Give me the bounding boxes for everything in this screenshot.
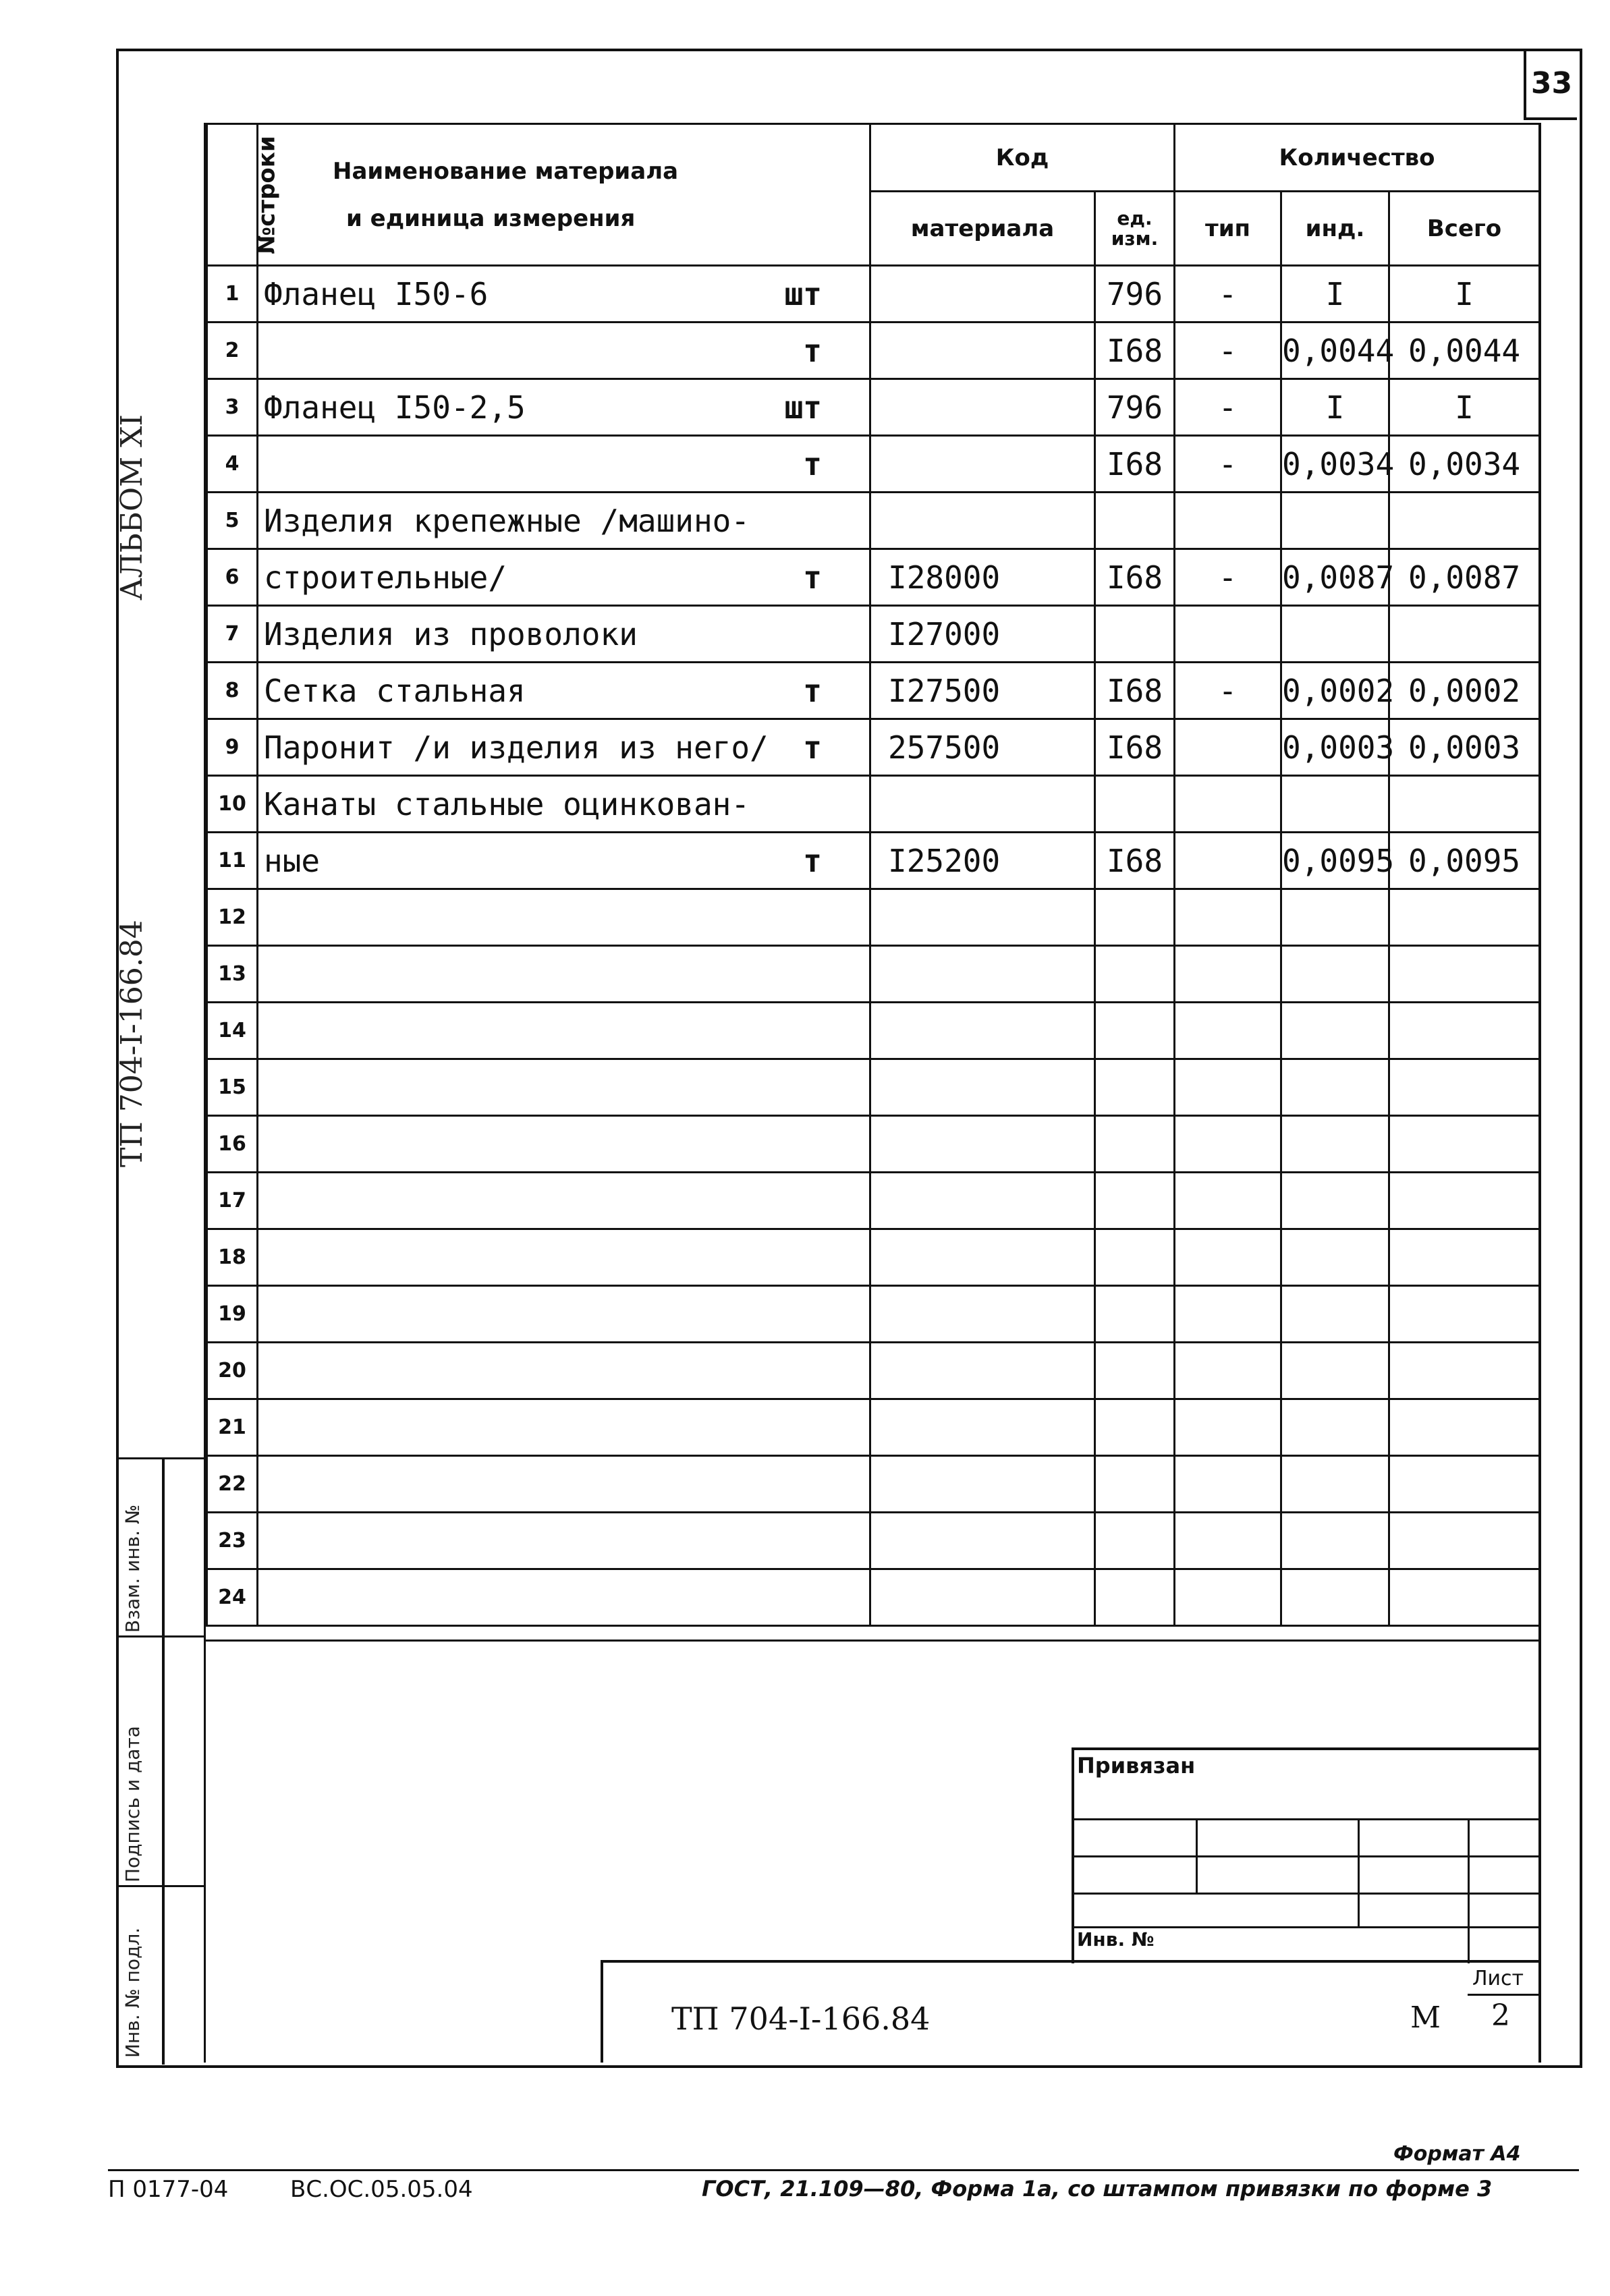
unit-code: I68 bbox=[1095, 436, 1175, 493]
table-row bbox=[207, 436, 1540, 493]
qty-ind bbox=[1281, 1456, 1389, 1513]
qty-total bbox=[1389, 1003, 1540, 1059]
unit-code bbox=[1095, 1456, 1175, 1513]
stage-letter: М bbox=[1410, 2000, 1441, 2035]
qty-ind: 0,0087 bbox=[1281, 549, 1389, 606]
row-number: 11 bbox=[207, 833, 258, 889]
material-name bbox=[258, 549, 870, 606]
unit-code: I68 bbox=[1095, 833, 1175, 889]
material-name bbox=[258, 833, 870, 889]
qty-type bbox=[1175, 719, 1281, 776]
row-number: 16 bbox=[207, 1116, 258, 1173]
code-unit-header: ед. изм. bbox=[1095, 192, 1175, 266]
gost-note: ГОСТ, 21.109—80, Форма 1а, со штампом привязки по форме 3 bbox=[702, 2176, 1493, 2202]
sheet-number: 33 bbox=[1530, 65, 1573, 101]
qty-type: - bbox=[1175, 379, 1281, 436]
qty-ind bbox=[1281, 1286, 1389, 1343]
unit-code bbox=[1095, 776, 1175, 833]
qty-total bbox=[1389, 776, 1540, 833]
qty-total bbox=[1389, 1343, 1540, 1399]
sheet-number-box bbox=[1524, 49, 1577, 120]
material-name bbox=[258, 379, 870, 436]
title-top bbox=[601, 1960, 1538, 1963]
row-number-header: №строки bbox=[207, 124, 258, 266]
binding-sep-3 bbox=[116, 1885, 206, 1887]
qty-ind bbox=[1281, 1399, 1389, 1456]
code-header: Код bbox=[870, 124, 1175, 192]
qty-total bbox=[1389, 1116, 1540, 1173]
inv-replace-label: Взам. инв. № bbox=[121, 1504, 144, 1633]
material-name bbox=[258, 493, 870, 549]
qty-total bbox=[1389, 1229, 1540, 1286]
qty-total: 0,0044 bbox=[1389, 323, 1540, 379]
row-number: 8 bbox=[207, 663, 258, 719]
qty-ind: I bbox=[1281, 266, 1389, 323]
qty-type bbox=[1175, 1456, 1281, 1513]
material-code bbox=[870, 1569, 1095, 1626]
sheet-label: Лист bbox=[1472, 1967, 1524, 1990]
qty-type bbox=[1175, 1116, 1281, 1173]
materials-table bbox=[206, 123, 1540, 1627]
qty-ind bbox=[1281, 606, 1389, 663]
table-row bbox=[207, 1513, 1540, 1569]
material-code bbox=[870, 889, 1095, 946]
sign-date-label: Подпись и дата bbox=[121, 1726, 144, 1882]
unit-code bbox=[1095, 946, 1175, 1003]
table-row bbox=[207, 833, 1540, 889]
unit-code: I68 bbox=[1095, 719, 1175, 776]
table-row bbox=[207, 606, 1540, 663]
material-code bbox=[870, 1116, 1095, 1173]
row-number: 6 bbox=[207, 549, 258, 606]
title-left bbox=[601, 1960, 603, 2063]
sheet-value: 2 bbox=[1491, 1998, 1510, 2033]
unit-code bbox=[1095, 1399, 1175, 1456]
qty-total: 0,0003 bbox=[1389, 719, 1540, 776]
unit-code bbox=[1095, 1286, 1175, 1343]
material-code bbox=[870, 1229, 1095, 1286]
qty-total: 0,0002 bbox=[1389, 663, 1540, 719]
row-number: 5 bbox=[207, 493, 258, 549]
qty-type bbox=[1175, 1343, 1281, 1399]
unit-code bbox=[1095, 1173, 1175, 1229]
row-number: 7 bbox=[207, 606, 258, 663]
row-number: 24 bbox=[207, 1569, 258, 1626]
table-row bbox=[207, 663, 1540, 719]
qty-type bbox=[1175, 1003, 1281, 1059]
material-name-text: строительные/ bbox=[264, 559, 507, 596]
material-name-text: Паронит /и изделия из него/ bbox=[264, 729, 769, 766]
qty-type-header: тип bbox=[1175, 192, 1281, 266]
qty-type bbox=[1175, 889, 1281, 946]
material-code bbox=[870, 436, 1095, 493]
unit-code: 796 bbox=[1095, 266, 1175, 323]
qty-type: - bbox=[1175, 549, 1281, 606]
row-number: 18 bbox=[207, 1229, 258, 1286]
unit-code bbox=[1095, 889, 1175, 946]
measure-unit: т bbox=[803, 559, 822, 596]
table-row bbox=[207, 1286, 1540, 1343]
qty-ind bbox=[1281, 1343, 1389, 1399]
material-code bbox=[870, 1399, 1095, 1456]
form-code: П 0177-04 bbox=[108, 2176, 229, 2203]
qty-ind: 0,0095 bbox=[1281, 833, 1389, 889]
measure-unit: т bbox=[803, 842, 822, 879]
qty-type bbox=[1175, 493, 1281, 549]
unit-code: I68 bbox=[1095, 663, 1175, 719]
table-row bbox=[207, 379, 1540, 436]
qty-ind bbox=[1281, 1229, 1389, 1286]
unit-code bbox=[1095, 1513, 1175, 1569]
row-number: 2 bbox=[207, 323, 258, 379]
material-code: I28000 bbox=[870, 549, 1095, 606]
table-row bbox=[207, 1343, 1540, 1399]
qty-total bbox=[1389, 1399, 1540, 1456]
qty-total: 0,0034 bbox=[1389, 436, 1540, 493]
table-right-border bbox=[1538, 123, 1541, 2063]
qty-type bbox=[1175, 1399, 1281, 1456]
unit-code bbox=[1095, 1059, 1175, 1116]
row-number: 13 bbox=[207, 946, 258, 1003]
qty-total bbox=[1389, 946, 1540, 1003]
qty-total bbox=[1389, 889, 1540, 946]
binding-sep-1 bbox=[116, 1457, 206, 1459]
table-row bbox=[207, 1229, 1540, 1286]
format-label: Формат А4 bbox=[1393, 2142, 1521, 2166]
material-name bbox=[258, 1229, 870, 1286]
row-number: 1 bbox=[207, 266, 258, 323]
unit-code: 796 bbox=[1095, 379, 1175, 436]
material-name bbox=[258, 1513, 870, 1569]
material-code bbox=[870, 1003, 1095, 1059]
material-name bbox=[258, 1173, 870, 1229]
table-row bbox=[207, 1399, 1540, 1456]
row-number: 4 bbox=[207, 436, 258, 493]
table-row bbox=[207, 493, 1540, 549]
qty-type bbox=[1175, 776, 1281, 833]
row-number: 9 bbox=[207, 719, 258, 776]
table-row bbox=[207, 776, 1540, 833]
material-name bbox=[258, 719, 870, 776]
table-bottom-line bbox=[204, 1640, 1540, 1642]
qty-ind: 0,0003 bbox=[1281, 719, 1389, 776]
measure-unit: т bbox=[803, 729, 822, 766]
qty-type bbox=[1175, 1173, 1281, 1229]
qty-type bbox=[1175, 833, 1281, 889]
qty-total bbox=[1389, 1286, 1540, 1343]
name-header-line1: Наименование материала bbox=[333, 157, 679, 185]
material-name-text: Фланец I50-2,5 bbox=[264, 389, 526, 426]
qty-type bbox=[1175, 946, 1281, 1003]
qty-ind-header: инд. bbox=[1281, 192, 1389, 266]
material-name bbox=[258, 1569, 870, 1626]
table-row bbox=[207, 266, 1540, 323]
project-side-label: ТП 704-I-166.84 bbox=[115, 920, 149, 1167]
row-number: 12 bbox=[207, 889, 258, 946]
qty-ind bbox=[1281, 493, 1389, 549]
qty-type: - bbox=[1175, 436, 1281, 493]
qty-type bbox=[1175, 1513, 1281, 1569]
material-name bbox=[258, 1059, 870, 1116]
material-code bbox=[870, 379, 1095, 436]
row-number: 23 bbox=[207, 1513, 258, 1569]
qty-total-header: Всего bbox=[1389, 192, 1540, 266]
qty-ind bbox=[1281, 1513, 1389, 1569]
unit-code bbox=[1095, 1229, 1175, 1286]
qty-ind bbox=[1281, 889, 1389, 946]
row-number: 19 bbox=[207, 1286, 258, 1343]
material-code bbox=[870, 1343, 1095, 1399]
album-label: АЛЬБОМ XI bbox=[115, 414, 149, 600]
qty-type bbox=[1175, 606, 1281, 663]
table-row bbox=[207, 1456, 1540, 1513]
row-number: 3 bbox=[207, 379, 258, 436]
row-number: 22 bbox=[207, 1456, 258, 1513]
measure-unit: шт bbox=[784, 275, 822, 312]
table-row bbox=[207, 1003, 1540, 1059]
material-name-text: ные bbox=[264, 842, 321, 879]
inv-no-label: Инв. № bbox=[1077, 1928, 1155, 1951]
inv-orig-label: Инв. № подл. bbox=[121, 1927, 144, 2058]
unit-code bbox=[1095, 1116, 1175, 1173]
qty-ind bbox=[1281, 1116, 1389, 1173]
row-number: 10 bbox=[207, 776, 258, 833]
qty-ind: 0,0034 bbox=[1281, 436, 1389, 493]
material-name bbox=[258, 1003, 870, 1059]
material-code bbox=[870, 1059, 1095, 1116]
qty-ind bbox=[1281, 776, 1389, 833]
material-name-text: Сетка стальная bbox=[264, 672, 526, 709]
binding-sep-2 bbox=[116, 1635, 206, 1637]
material-name bbox=[258, 889, 870, 946]
name-header-line2: и единица измерения bbox=[346, 204, 636, 232]
stamp-col-1 bbox=[1196, 1818, 1198, 1893]
stamp-col-2 bbox=[1358, 1818, 1360, 1926]
row-number: 15 bbox=[207, 1059, 258, 1116]
qty-type bbox=[1175, 1229, 1281, 1286]
qty-ind bbox=[1281, 1569, 1389, 1626]
measure-unit: т bbox=[803, 332, 822, 369]
table-row bbox=[207, 946, 1540, 1003]
code-material-header: материала bbox=[870, 192, 1095, 266]
qty-type: - bbox=[1175, 323, 1281, 379]
material-name bbox=[258, 1116, 870, 1173]
qty-total bbox=[1389, 1173, 1540, 1229]
qty-ind bbox=[1281, 1173, 1389, 1229]
material-name bbox=[258, 606, 870, 663]
qty-type bbox=[1175, 1569, 1281, 1626]
attached-label: Привязан bbox=[1077, 1753, 1196, 1779]
qty-ind: 0,0002 bbox=[1281, 663, 1389, 719]
material-code bbox=[870, 1286, 1095, 1343]
qty-total: I bbox=[1389, 266, 1540, 323]
qty-type: - bbox=[1175, 663, 1281, 719]
table-row bbox=[207, 719, 1540, 776]
material-name bbox=[258, 946, 870, 1003]
material-name bbox=[258, 266, 870, 323]
stamp-col-3 bbox=[1468, 1818, 1470, 1963]
row-number: 14 bbox=[207, 1003, 258, 1059]
material-name bbox=[258, 323, 870, 379]
material-name bbox=[258, 1399, 870, 1456]
binding-col-line bbox=[162, 1457, 165, 2065]
table-row bbox=[207, 1173, 1540, 1229]
material-code: I25200 bbox=[870, 833, 1095, 889]
sheet-label-line bbox=[1468, 1994, 1538, 1996]
stamp-top bbox=[1072, 1747, 1538, 1750]
qty-ind: I bbox=[1281, 379, 1389, 436]
table-row bbox=[207, 1569, 1540, 1626]
material-name bbox=[258, 1286, 870, 1343]
qty-ind bbox=[1281, 1003, 1389, 1059]
qty-type bbox=[1175, 1059, 1281, 1116]
name-header bbox=[258, 124, 870, 266]
material-code bbox=[870, 323, 1095, 379]
document-code: ТП 704-I-166.84 bbox=[671, 2000, 931, 2037]
material-code bbox=[870, 266, 1095, 323]
material-code: 257500 bbox=[870, 719, 1095, 776]
material-code bbox=[870, 946, 1095, 1003]
qty-type: - bbox=[1175, 266, 1281, 323]
qty-type bbox=[1175, 1286, 1281, 1343]
table-row bbox=[207, 549, 1540, 606]
unit-code: I68 bbox=[1095, 323, 1175, 379]
unit-code bbox=[1095, 1003, 1175, 1059]
qty-ind bbox=[1281, 946, 1389, 1003]
material-name-text: Изделия крепежные /машино- bbox=[264, 502, 750, 539]
material-name-text: Фланец I50-6 bbox=[264, 275, 489, 312]
unit-code bbox=[1095, 1343, 1175, 1399]
material-code bbox=[870, 776, 1095, 833]
unit-code: I68 bbox=[1095, 549, 1175, 606]
series-code: ВС.ОС.05.05.04 bbox=[290, 2176, 473, 2203]
material-code bbox=[870, 1456, 1095, 1513]
table-row bbox=[207, 1116, 1540, 1173]
measure-unit: т bbox=[803, 445, 822, 482]
qty-total bbox=[1389, 493, 1540, 549]
material-name bbox=[258, 436, 870, 493]
measure-unit: шт bbox=[784, 389, 822, 426]
measure-unit: т bbox=[803, 672, 822, 709]
table-row bbox=[207, 323, 1540, 379]
qty-header: Количество bbox=[1175, 124, 1540, 192]
qty-total: 0,0095 bbox=[1389, 833, 1540, 889]
material-name bbox=[258, 1456, 870, 1513]
material-code: I27500 bbox=[870, 663, 1095, 719]
material-name-text: Изделия из проволоки bbox=[264, 615, 638, 652]
qty-total bbox=[1389, 606, 1540, 663]
row-number: 20 bbox=[207, 1343, 258, 1399]
table-row bbox=[207, 889, 1540, 946]
unit-code bbox=[1095, 493, 1175, 549]
qty-total bbox=[1389, 1456, 1540, 1513]
material-name bbox=[258, 1343, 870, 1399]
qty-total bbox=[1389, 1513, 1540, 1569]
footer-line bbox=[108, 2169, 1579, 2171]
qty-total: I bbox=[1389, 379, 1540, 436]
qty-total bbox=[1389, 1569, 1540, 1626]
qty-ind: 0,0044 bbox=[1281, 323, 1389, 379]
qty-total bbox=[1389, 1059, 1540, 1116]
material-code: I27000 bbox=[870, 606, 1095, 663]
material-code bbox=[870, 1173, 1095, 1229]
material-code bbox=[870, 493, 1095, 549]
row-number: 17 bbox=[207, 1173, 258, 1229]
material-code bbox=[870, 1513, 1095, 1569]
qty-total: 0,0087 bbox=[1389, 549, 1540, 606]
material-name-text: Канаты стальные оцинкован- bbox=[264, 785, 750, 822]
unit-code bbox=[1095, 606, 1175, 663]
qty-ind bbox=[1281, 1059, 1389, 1116]
material-name bbox=[258, 776, 870, 833]
row-number: 21 bbox=[207, 1399, 258, 1456]
material-name bbox=[258, 663, 870, 719]
unit-code bbox=[1095, 1569, 1175, 1626]
table-row bbox=[207, 1059, 1540, 1116]
